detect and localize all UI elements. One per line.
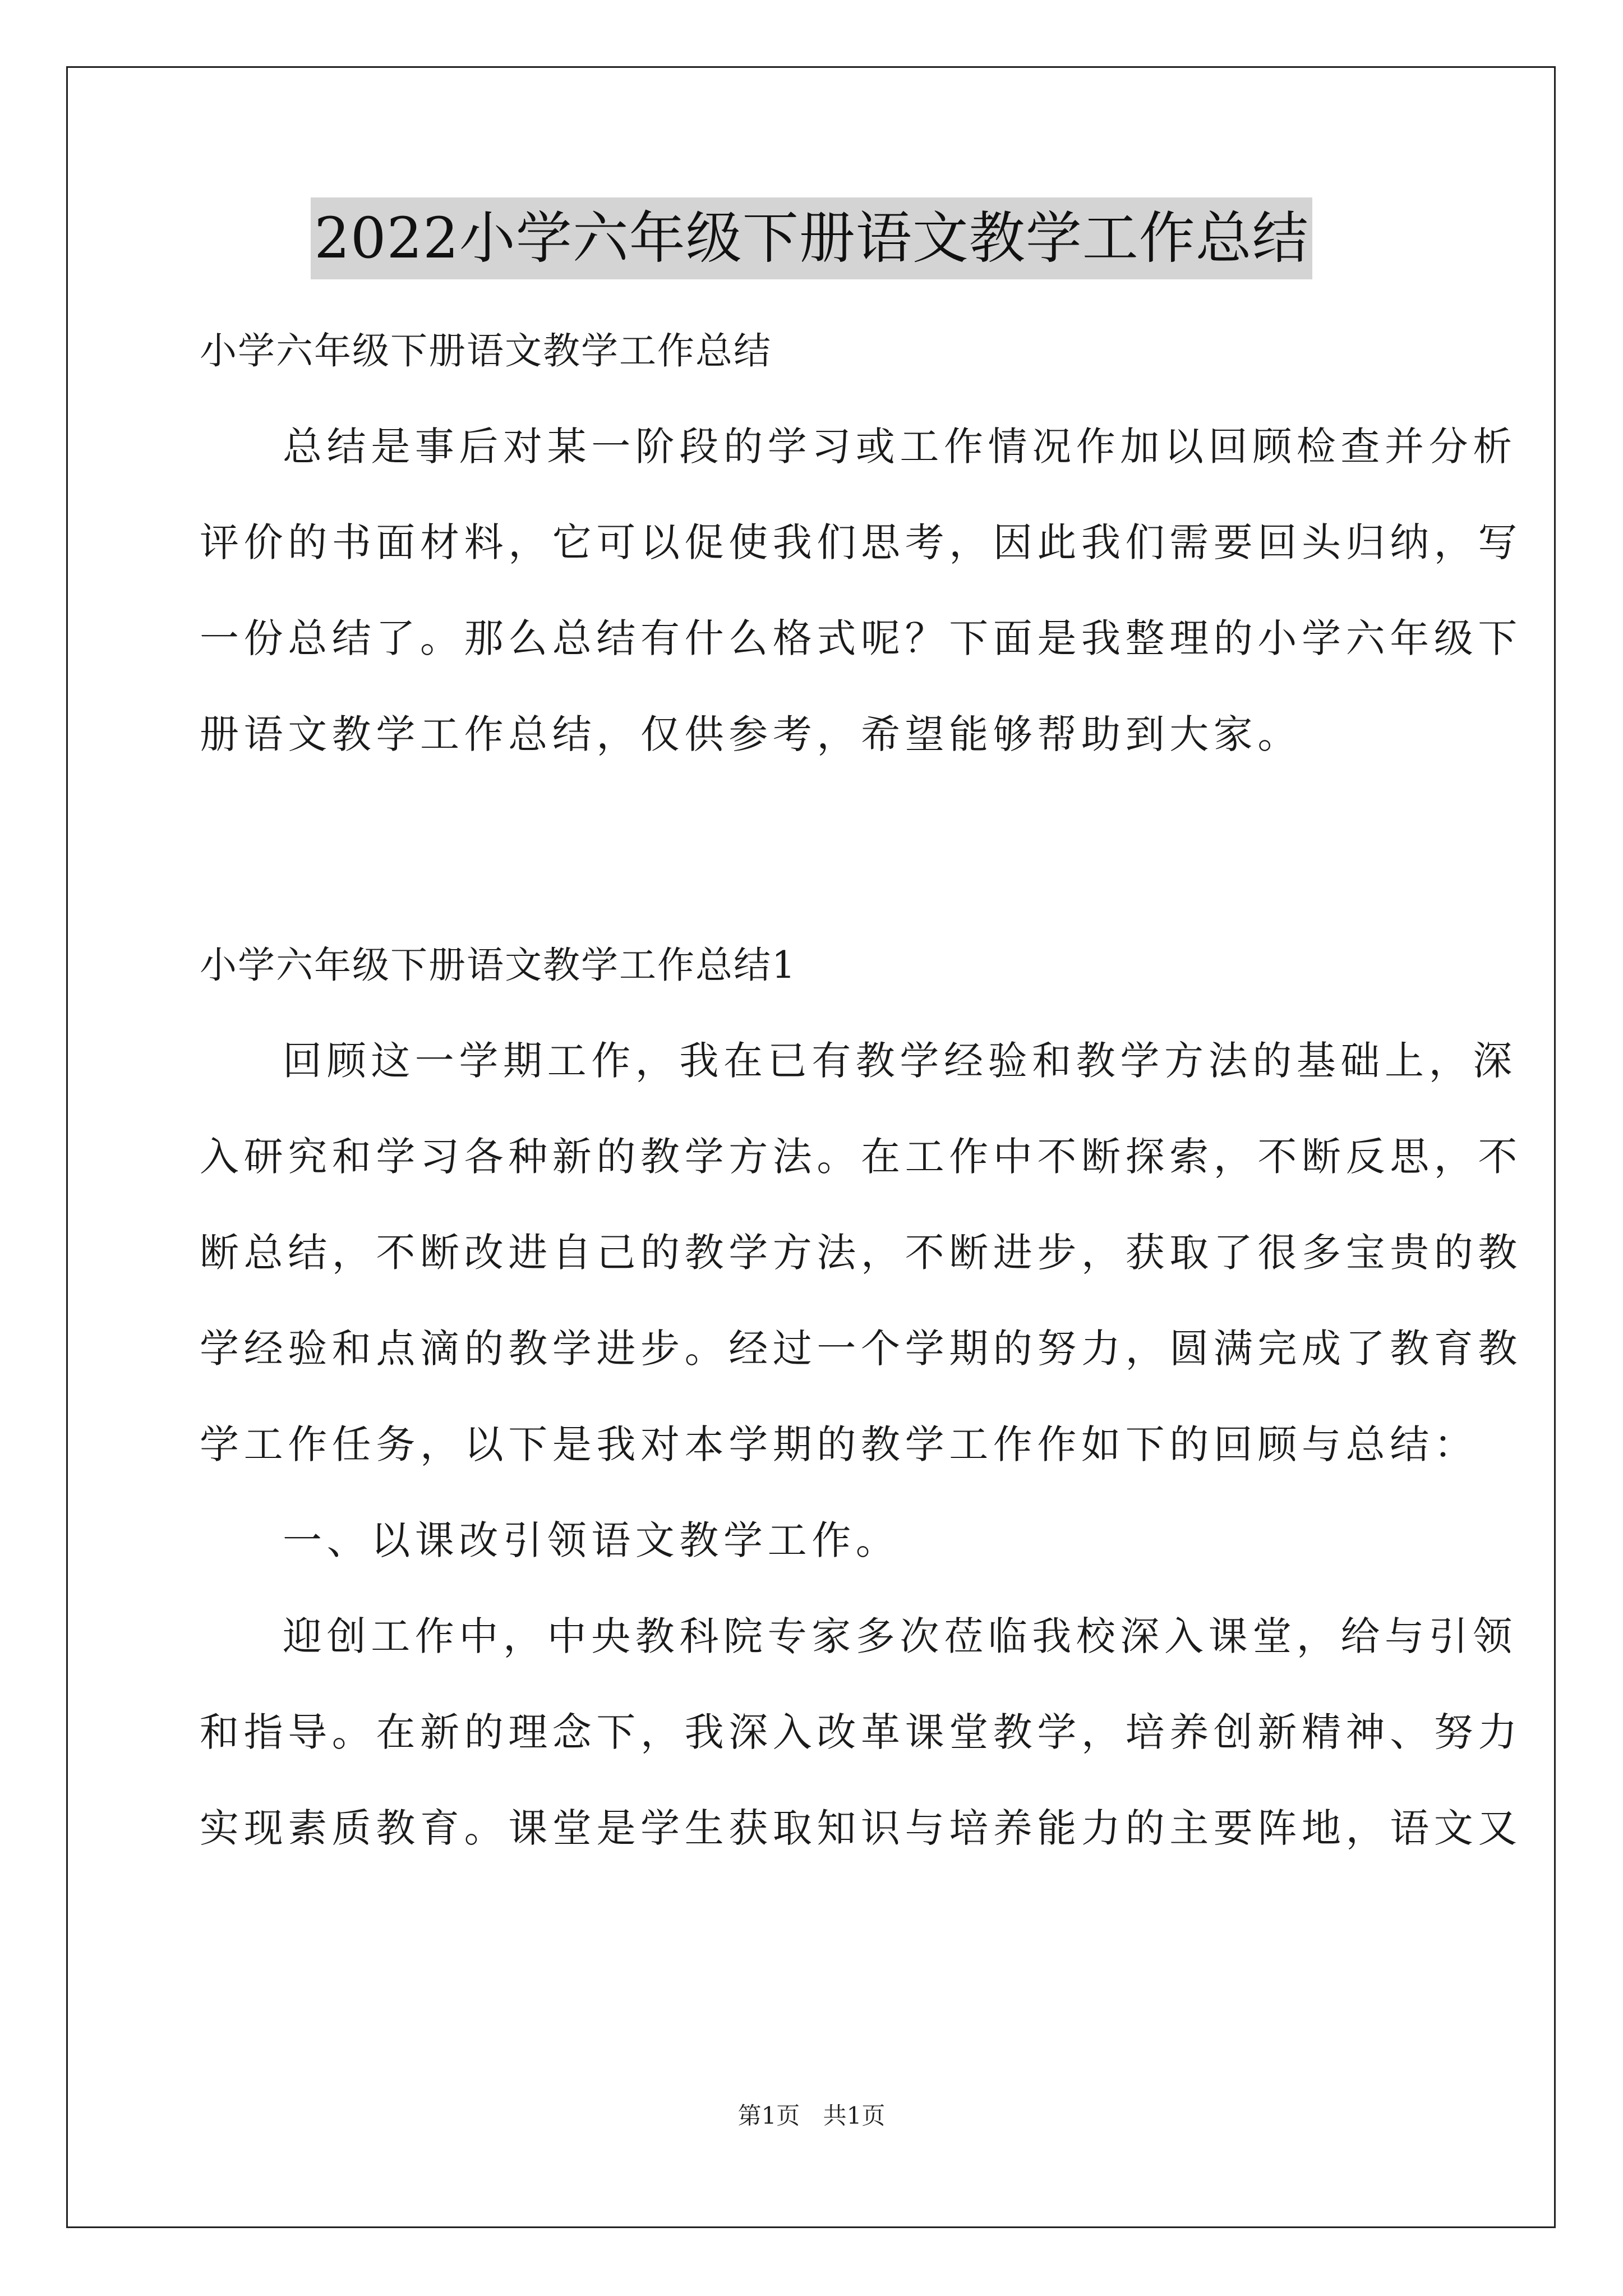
page-footer xyxy=(0,2099,1623,2133)
title-container xyxy=(0,197,1623,279)
paragraph-line: 册语文教学工作总结，仅供参考，希望能够帮助到大家。 xyxy=(200,711,1302,757)
paragraph-line: 入研究和学习各种新的教学方法。在工作中不断探索，不断反思，不 xyxy=(200,1134,1522,1180)
paragraph-line: 学工作任务，以下是我对本学期的教学工作作如下的回顾与总结： xyxy=(200,1421,1478,1467)
page-total: 共1页 xyxy=(823,2102,886,2129)
paragraph-line: 回顾这一学期工作，我在已有教学经验和教学方法的基础上，深 xyxy=(283,1038,1517,1084)
intro-paragraph xyxy=(200,399,1522,783)
paragraph-line: 评价的书面材料，它可以促使我们思考，因此我们需要回头归纳，写 xyxy=(200,519,1522,565)
paragraph-line: 和指导。在新的理念下，我深入改革课堂教学，培养创新精神、努力 xyxy=(200,1709,1522,1755)
page-number: 第1页 xyxy=(737,2102,800,2129)
document-body xyxy=(200,303,1522,1876)
paragraph-line: 实现素质教育。课堂是学生获取知识与培养能力的主要阵地，语文又 xyxy=(200,1805,1522,1851)
document-subtitle: 小学六年级下册语文教学工作总结 xyxy=(200,329,772,372)
paragraph-line: 学经验和点滴的教学进步。经过一个学期的努力，圆满完成了教育教 xyxy=(200,1326,1522,1372)
document-title: 2022小学六年级下册语文教学工作总结 xyxy=(311,197,1312,279)
section-heading: 小学六年级下册语文教学工作总结1 xyxy=(200,944,796,987)
point-paragraph xyxy=(200,1589,1522,1876)
paragraph-line: 迎创工作中，中央教科院专家多次莅临我校深入课堂，给与引领 xyxy=(283,1613,1517,1659)
paragraph-line: 一份总结了。那么总结有什么格式呢？下面是我整理的小学六年级下 xyxy=(200,615,1522,661)
paragraph-line: 断总结，不断改进自己的教学方法，不断进步，获取了很多宝贵的教 xyxy=(200,1230,1522,1276)
point-heading: 一、以课改引领语文教学工作。 xyxy=(283,1517,900,1563)
paragraph-line: 总结是事后对某一阶段的学习或工作情况作加以回顾检查并分析 xyxy=(283,424,1517,470)
section-paragraph xyxy=(200,1013,1522,1493)
